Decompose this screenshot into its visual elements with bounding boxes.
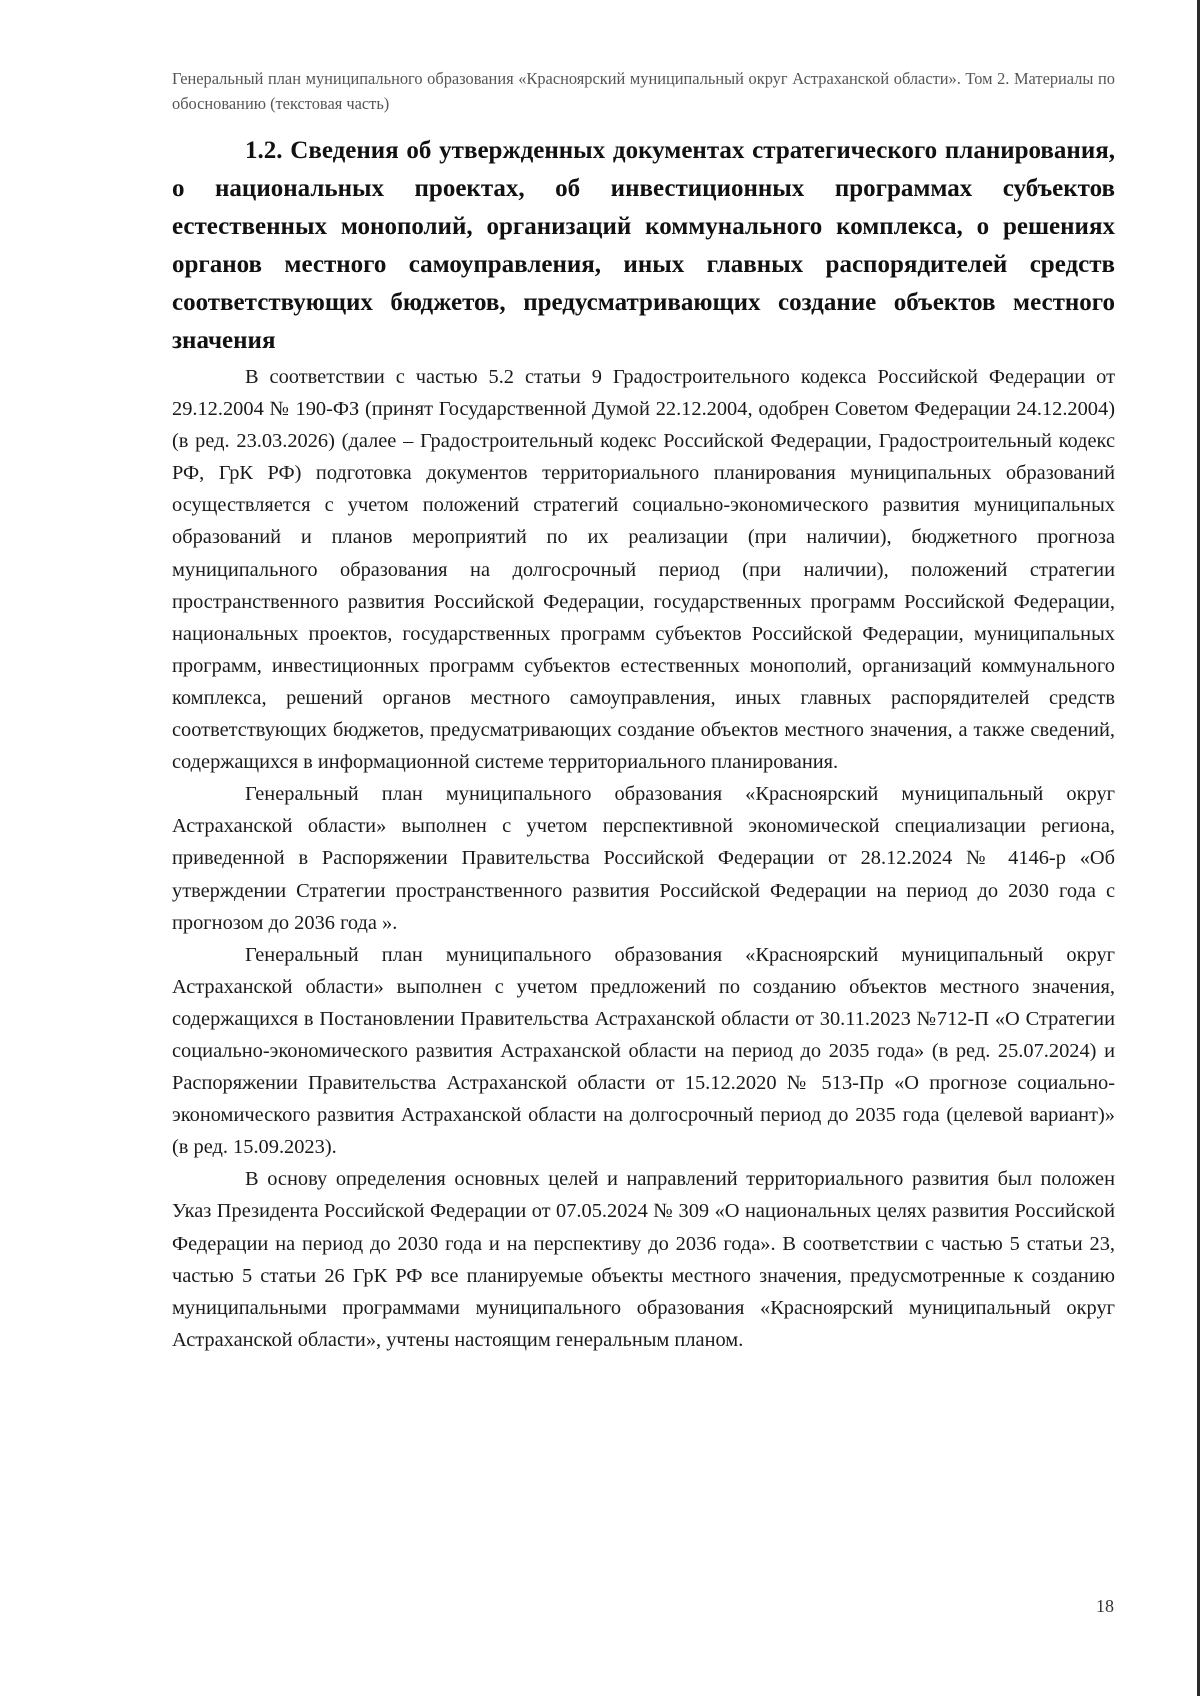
body-paragraph-1: В соответствии с частью 5.2 статьи 9 Градостроительного кодекса Российской Федерации от 29.12.2004 № 190-ФЗ (принят Государственной Думой 22.12.2004, одобрен Советом Федерации 24.12.2004) (в ред. 23.03.2026) (далее – Градостроительный кодекс Российской Федерации, Градостроительный кодекс РФ, ГрК РФ) подготовка документов территориального планирования муниципальных образований осуществляется с учетом положений стратегий социально-экономического развития муниципальных образований и планов мероприятий по их реализации (при наличии), бюджетного прогноза муниципального образования на долгосрочный период (при наличии), положений стратегии пространственного развития Российской Федерации, государственных программ Российской Федерации, национальных проектов, государственных программ субъектов Российской Федерации, муниципальных программ, инвестиционных программ субъектов естественных монополий, организаций коммунального комплекса, решений органов местного самоуправления, иных главных распорядителей средств соответствующих бюджетов, предусматривающих создание объектов местного значения, а также сведений, содержащихся в информационной системе территориального планирования. [172, 366, 1115, 774]
page-content [172, 66, 1115, 1356]
running-header: Генеральный план муниципального образования «Красноярский муниципальный округ Астраханской области». Том 2. Материалы по обоснованию (текстовая часть) [172, 69, 1115, 113]
body-paragraph-2: Генеральный план муниципального образования «Красноярский муниципальный округ Астраханской области» выполнен с учетом перспективной экономической специализации региона, приведенной в Распоряжении Правительства Российской Федерации от 28.12.2024 № 4146-р «Об утверждении Стратегии пространственного развития Российской Федерации на период до 2030 года с прогнозом до 2036 года ». [172, 783, 1115, 934]
body-paragraph-4: В основу определения основных целей и направлений территориального развития был положен Указ Президента Российской Федерации от 07.05.2024 № 309 «О национальных целях развития Российской Федерации на период до 2030 года и на перспективу до 2036 года». В соответствии с частью 5 статьи 23, частью 5 статьи 26 ГрК РФ все планируемые объекты местного значения, предусмотренные к созданию муниципальными программами муниципального образования «Красноярский муниципальный округ Астраханской области», учтены настоящим генеральным планом. [172, 1168, 1115, 1351]
section-heading: 1.2. Сведения об утвержденных документах стратегического планирования, о национальных проектах, об инвестиционных программах субъектов естественных монополий, организаций коммунального комплекса, о решениях органов местного самоуправления, иных главных распорядителей средств соответствующих бюджетов, предусматривающих создание объектов местного значения [172, 137, 1115, 354]
page-number: 18 [1096, 1596, 1114, 1616]
body-paragraph-3: Генеральный план муниципального образования «Красноярский муниципальный округ Астраханской области» выполнен с учетом предложений по созданию объектов местного значения, содержащихся в Постановлении Правительства Астраханской области от 30.11.2023 №712-П «О Стратегии социально-экономического развития Астраханской области на период до 2035 года» (в ред. 25.07.2024) и Распоряжении Правительства Астраханской области от 15.12.2020 № 513-Пр «О прогнозе социально-экономического развития Астраханской области на долгосрочный период до 2035 года (целевой вариант)» (в ред. 15.09.2023). [172, 943, 1115, 1159]
